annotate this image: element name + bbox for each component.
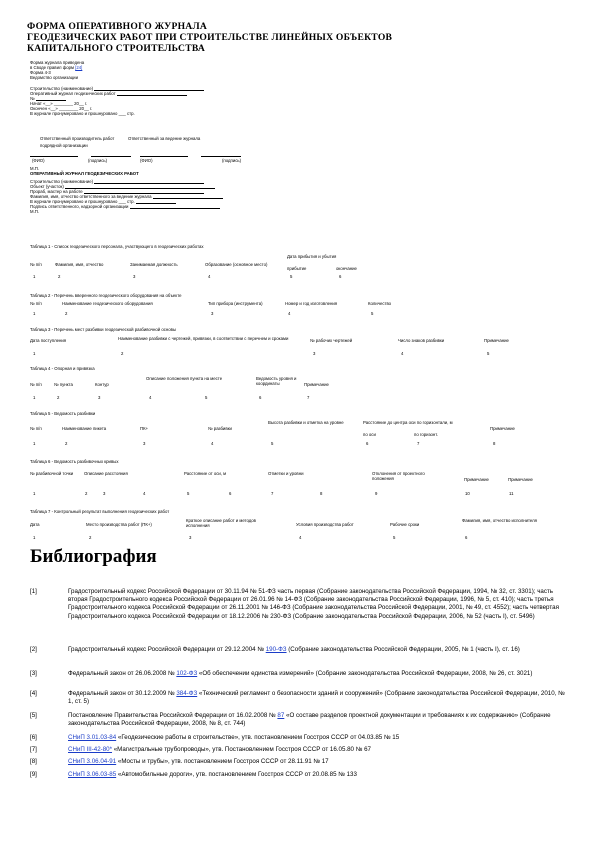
sign-caption: (ФИО) bbox=[140, 158, 153, 163]
table2-header: Номер и год изготовления bbox=[285, 301, 338, 306]
sign-caption: (подпись) bbox=[222, 158, 242, 163]
table7-header: Дата bbox=[30, 522, 40, 527]
table6-colnum: 7 bbox=[271, 491, 274, 496]
table7-caption: Таблица 7 - Контрольный результат выполнения геодезических работ bbox=[30, 509, 170, 514]
bib-link[interactable]: СНиП 3.01.03-84 bbox=[68, 734, 117, 741]
table4-caption: Таблица 4 - Опорная и привязка bbox=[30, 366, 95, 371]
section2-field: Строительство (наименование) bbox=[30, 179, 223, 184]
table4-colnum: 5 bbox=[205, 395, 208, 400]
table6-colnum: 8 bbox=[320, 491, 323, 496]
signature-row bbox=[30, 152, 241, 157]
title-line: ГЕОДЕЗИЧЕСКИХ РАБОТ ПРИ СТРОИТЕЛЬСТВЕ ЛИНЕЙНЫХ ОБЪЕКТОВ bbox=[27, 32, 393, 43]
bib-number: [9] bbox=[30, 771, 37, 778]
table5-header: Наименование пикета bbox=[62, 426, 107, 431]
table1-colnum: 3 bbox=[133, 274, 136, 279]
bib-number: [2] bbox=[30, 646, 37, 653]
table6-colnum: 6 bbox=[229, 491, 232, 496]
cover-line-text: в Своде правил форм bbox=[30, 65, 76, 70]
sign-caption: (ФИО) bbox=[32, 158, 45, 163]
title-line: ФОРМА ОПЕРАТИВНОГО ЖУРНАЛА bbox=[27, 21, 208, 32]
table6-header: Описание расстояния bbox=[84, 471, 128, 476]
table5-colnum: 6 bbox=[366, 441, 369, 446]
cover-field: В журнале пронумеровано и прошнуровано ___ стр. bbox=[30, 111, 135, 116]
reference-link[interactable]: [24] bbox=[75, 65, 83, 70]
table6-colnum: 5 bbox=[187, 491, 190, 496]
table4-header: Примечание bbox=[304, 382, 329, 387]
table3-header: № рабочих чертежей bbox=[310, 338, 353, 343]
table1-colnum: 6 bbox=[339, 274, 342, 279]
table3-colnum: 4 bbox=[401, 351, 404, 356]
table4-colnum: 3 bbox=[98, 395, 101, 400]
table6-colnum: 3 bbox=[103, 491, 106, 496]
table1-header: Занимаемая должность bbox=[130, 262, 178, 267]
bib-number: [3] bbox=[30, 670, 37, 677]
document-title bbox=[27, 21, 392, 54]
table7-colnum: 4 bbox=[299, 535, 302, 540]
table1-colnum: 5 bbox=[290, 274, 293, 279]
table7-colnum: 5 bbox=[393, 535, 396, 540]
table1-header: Фамилия, имя, отчество bbox=[55, 262, 104, 267]
table2-header: № п/п bbox=[30, 301, 42, 306]
cover-fields bbox=[30, 86, 204, 116]
table1-header: Дата прибытия и убытия bbox=[287, 254, 337, 259]
table6-colnum: 2 bbox=[85, 491, 88, 496]
table4-header: Описание положения пункта на месте bbox=[146, 376, 223, 381]
bib-link[interactable]: 87 bbox=[277, 712, 285, 719]
cover-field: Начат «__» ________ 20__ г. bbox=[30, 101, 88, 106]
bib-number: [8] bbox=[30, 758, 37, 765]
bib-link[interactable]: 384-ФЗ bbox=[176, 690, 198, 697]
bib-number: [6] bbox=[30, 734, 37, 741]
bib-number: [7] bbox=[30, 746, 37, 753]
table6-colnum: 9 bbox=[375, 491, 378, 496]
table5-subheader: по горизонт. bbox=[414, 432, 438, 437]
table3-colnum: 5 bbox=[487, 351, 490, 356]
cover-line: Форма журнала приведена bbox=[30, 60, 85, 65]
table2-header: Наименование геодезического оборудования bbox=[62, 301, 153, 306]
table2-colnum: 2 bbox=[65, 311, 68, 316]
table3-colnum: 1 bbox=[33, 351, 36, 356]
table5-caption: Таблица 5 - Ведомость разбивки bbox=[30, 411, 96, 416]
table1-caption: Таблица 1 - Список геодезического персонала, участвующего в геодезических работах bbox=[30, 244, 204, 249]
table1-header: № п/п bbox=[30, 262, 42, 267]
table5-colnum: 2 bbox=[65, 441, 68, 446]
table6-header: Примечание bbox=[508, 477, 533, 482]
bib-number: [1] bbox=[30, 588, 37, 595]
table4-colnum: 1 bbox=[33, 395, 36, 400]
table4-header: № пункта bbox=[54, 382, 73, 387]
table5-colnum: 3 bbox=[143, 441, 146, 446]
table6-header: Расстояние от оси, м bbox=[184, 471, 227, 476]
section2-field: Фамилия, имя, отчество ответственного за ведение журнала bbox=[30, 194, 223, 199]
section2-field: Объект (участок) bbox=[30, 184, 223, 189]
table4-header: № п/п bbox=[30, 382, 42, 387]
section2-field: Подпись ответственного, надзорной организации bbox=[30, 204, 223, 209]
table6-header: Отклонения от проектного положения bbox=[372, 471, 425, 481]
table6-colnum: 1 bbox=[33, 491, 36, 496]
responsible-left: Ответственный производитель работ bbox=[40, 136, 115, 141]
bib-link[interactable]: СНиП 3.06.03-85 bbox=[68, 771, 117, 778]
mp-label: М.П. bbox=[30, 166, 40, 171]
table3-header: Примечание bbox=[484, 338, 509, 343]
bib-entry: СНиП 3.06.03-85 «Автомобильные дороги», утв. постановлением Госстроя СССР от 20.08.85 № 133 bbox=[68, 771, 357, 778]
bib-link[interactable]: СНиП III-42-80* bbox=[68, 746, 113, 753]
responsible-right: Ответственный за ведение журнала bbox=[128, 136, 201, 141]
table1-colnum: 1 bbox=[33, 274, 36, 279]
table2-caption: Таблица 2 - Перечень вверенного геодезического оборудования на объекте bbox=[30, 293, 182, 298]
section2-title: ОПЕРАТИВНЫЙ ЖУРНАЛ ГЕОДЕЗИЧЕСКИХ РАБОТ bbox=[30, 171, 139, 176]
bib-entry: Постановление Правительства Российской Федерации от 16.02.2008 № 87 «О составе разделов проектной документации и требованиях к их содержанию» (Собрание законодательства Российской Федерации, 2008, № 8, ст. 744) bbox=[68, 712, 551, 728]
table7-header: Условия производства работ bbox=[296, 522, 354, 527]
table6-caption: Таблица 6 - Ведомость разбивочных кривых bbox=[30, 459, 119, 464]
table2-colnum: 3 bbox=[211, 311, 214, 316]
sign-caption: (подпись) bbox=[88, 158, 108, 163]
table4-colnum: 2 bbox=[57, 395, 60, 400]
table2-colnum: 5 bbox=[371, 311, 374, 316]
org-line: подрядной организации bbox=[40, 143, 88, 148]
bib-link[interactable]: СНиП 3.06.04-91 bbox=[68, 758, 117, 765]
bib-entry: Градостроительный кодекс Российской Федерации от 30.11.94 № 51-ФЗ часть первая (Собрание законодательства Российской Федерации, 1994, № 32, ст. 3301); часть вторая Градостроительного кодекса Российской Федерации от 26.01.96 № 14-ФЗ (Собрание законодательства Российской Федерации, 1996, № 5, ст. 410); часть третья Градостроительного кодекса Российской Федерации от 26.11.2001 № 146-ФЗ (Собрание законодательства Российской Федерации, 2001, № 49, ст. 4552); часть четвертая Градостроительного кодекса Российской Федерации от 18.12.2006 № 230-ФЗ (Собрание законодательства Российской Федерации, 2006, № 52 (часть I), ст. 5496) bbox=[68, 588, 559, 620]
table6-header: Отметки и уровни bbox=[268, 471, 304, 476]
table1-colnum: 2 bbox=[58, 274, 61, 279]
section2-field: В журнале пронумеровано и прошнуровано ___ стр. bbox=[30, 199, 223, 204]
table5-subheader: по оси bbox=[363, 432, 376, 437]
cover-field: Строительство (наименование) bbox=[30, 86, 204, 91]
table2-colnum: 1 bbox=[33, 311, 36, 316]
bib-number: [5] bbox=[30, 712, 37, 719]
cover-field: Оперативный журнал геодезических работ bbox=[30, 91, 204, 96]
table6-colnum: 10 bbox=[465, 491, 470, 496]
table7-header: Фамилия, имя, отчество исполнителя bbox=[462, 518, 537, 523]
cover-line: Ведомство организации bbox=[30, 75, 78, 80]
table7-colnum: 2 bbox=[89, 535, 92, 540]
bib-entry: Градостроительный кодекс Российской Федерации от 29.12.2004 № 190-ФЗ (Собрание законодательства Российской Федерации, 2005, № 1 (часть I), ст. 16) bbox=[68, 646, 520, 653]
bib-link[interactable]: 190-ФЗ bbox=[265, 646, 287, 653]
table1-colnum: 4 bbox=[208, 274, 211, 279]
table7-colnum: 1 bbox=[33, 535, 36, 540]
table5-header: Расстояние до центра оси по горизонтали, м bbox=[363, 420, 453, 425]
table5-header: № разбивки bbox=[208, 426, 232, 431]
section2-field: Прораб, мастер на работе bbox=[30, 189, 223, 194]
table3-colnum: 3 bbox=[313, 351, 316, 356]
table5-colnum: 7 bbox=[417, 441, 420, 446]
title-line: КАПИТАЛЬНОГО СТРОИТЕЛЬСТВА bbox=[27, 43, 206, 54]
table3-colnum: 2 bbox=[121, 351, 124, 356]
bibliography-heading: Библиография bbox=[30, 546, 157, 567]
bib-number: [4] bbox=[30, 690, 37, 697]
table5-colnum: 5 bbox=[271, 441, 274, 446]
bib-link[interactable]: 102-ФЗ bbox=[176, 670, 198, 677]
table7-header: Краткое описание работ и методов исполнения bbox=[186, 518, 256, 528]
bib-entry: Федеральный закон от 26.06.2008 № 102-ФЗ «Об обеспечении единства измерений» (Собрание законодательства Российской Федерации, 2008, № 26, ст. 3021) bbox=[68, 670, 533, 677]
table4-header: Ведомость уровня и координаты bbox=[256, 376, 297, 386]
cover-note bbox=[30, 60, 84, 80]
table1-subheader: окончание bbox=[336, 266, 357, 271]
table4-header: Контур bbox=[95, 382, 109, 387]
table7-colnum: 3 bbox=[189, 535, 192, 540]
table5-colnum: 4 bbox=[211, 441, 214, 446]
table3-header: Дата поступления bbox=[30, 338, 67, 343]
table2-header: Количество bbox=[368, 301, 392, 306]
table6-header: № разбивочной точки bbox=[30, 471, 74, 476]
bib-entry: СНиП 3.01.03-84 «Геодезические работы в строительстве», утв. постановлением Госстроя СССР от 04.03.85 № 15 bbox=[68, 734, 400, 741]
table1-header: Образование (основное место) bbox=[205, 262, 268, 267]
table6-header: Примечание bbox=[464, 477, 489, 482]
cover-line: Форма 4-3 bbox=[30, 70, 51, 75]
table5-header: ПК+ bbox=[140, 426, 149, 431]
table3-header: Число знаков разбивки bbox=[398, 338, 445, 343]
section2-field: М.П. bbox=[30, 209, 40, 214]
table7-header: Рабочие сроки bbox=[390, 522, 420, 527]
table7-header: Место производства работ (ПК+) bbox=[86, 522, 152, 527]
table4-colnum: 7 bbox=[307, 395, 310, 400]
table5-header: Высота разбивки и отметка на уровне bbox=[268, 420, 344, 425]
table3-header: Наименование разбивки с чертежей, привязки, в соответствии с перечнем и сроками bbox=[118, 336, 289, 341]
table3-caption: Таблица 3 - Перечень мест разбивки геодезической разбивочной основы bbox=[30, 327, 177, 332]
table6-colnum: 11 bbox=[509, 491, 514, 496]
bib-entry: Федеральный закон от 30.12.2009 № 384-ФЗ «Технический регламент о безопасности зданий и сооружений» (Собрание законодательства Российской Федерации, 2010, № 1, ст. 5) bbox=[68, 690, 565, 706]
table5-colnum: 8 bbox=[493, 441, 496, 446]
table5-colnum: 1 bbox=[33, 441, 36, 446]
bib-entry: СНиП III-42-80* «Магистральные трубопроводы», утв. Постановлением Госстроя СССР от 16.05.80 № 67 bbox=[68, 746, 371, 753]
table4-colnum: 6 bbox=[259, 395, 262, 400]
table2-colnum: 4 bbox=[288, 311, 291, 316]
section2 bbox=[30, 166, 223, 214]
bib-entry: СНиП 3.06.04-91 «Мосты и трубы», утв. постановлением Госстроя СССР от 28.11.91 № 17 bbox=[68, 758, 329, 765]
table4-colnum: 4 bbox=[149, 395, 152, 400]
table1-subheader: прибытие bbox=[287, 266, 307, 271]
cover-field: № bbox=[30, 96, 204, 101]
table5-header: № п/п bbox=[30, 426, 42, 431]
table2-header: Тип прибора (инструмента) bbox=[208, 301, 263, 306]
table7-colnum: 6 bbox=[465, 535, 468, 540]
table6-colnum: 4 bbox=[143, 491, 146, 496]
table5-header: Примечание bbox=[490, 426, 515, 431]
cover-field: Окончен «__» ________ 20__ г. bbox=[30, 106, 93, 111]
